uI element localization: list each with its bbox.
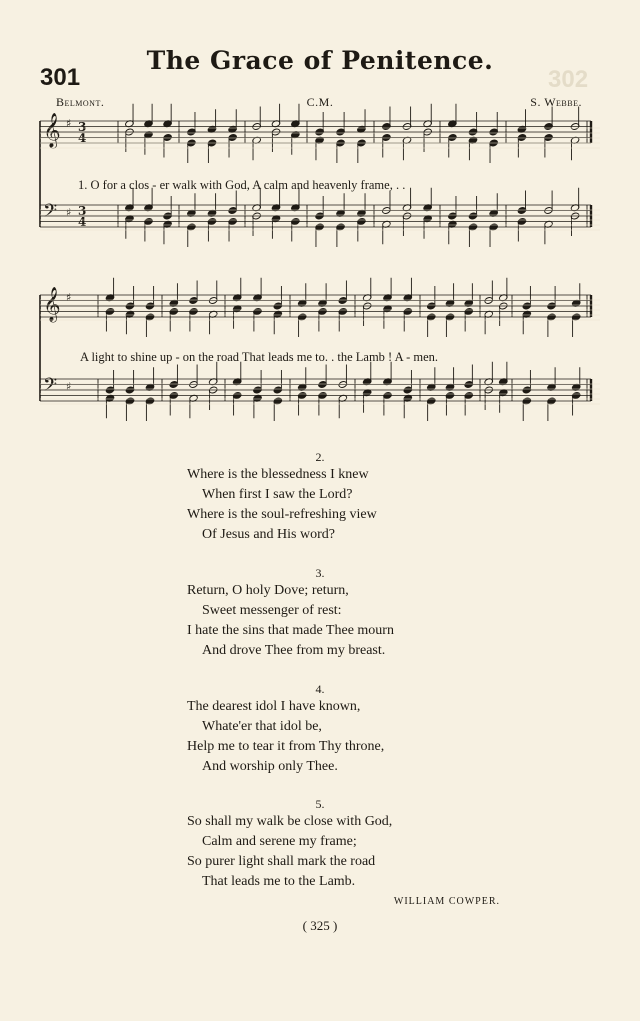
music-notation <box>0 0 640 440</box>
tune-name: Belmont. <box>56 95 105 109</box>
verse-line: Of Jesus and His word? <box>202 527 335 542</box>
lyric-line-2: A light to shine up - on the road That leads me to. . the Lamb ! A - men. <box>80 350 439 364</box>
time-signature: 4 <box>78 215 87 229</box>
stanza-number: 5. <box>315 797 325 811</box>
verse-line: Help me to tear it from Thy throne, <box>187 739 385 754</box>
verse-line: That leads me to the Lamb. <box>202 874 356 889</box>
author: WILLIAM COWPER. <box>393 896 500 907</box>
time-signature: 3 <box>78 120 87 134</box>
verse-line: The dearest idol I have known, <box>187 699 361 714</box>
key-sharp: ♯ <box>66 380 72 393</box>
verse-line: Whate'er that idol be, <box>202 719 322 734</box>
page-number: ( 325 ) <box>302 918 338 933</box>
composer: S. Webbe. <box>530 95 582 109</box>
treble-clef: 𝄞 <box>43 113 61 148</box>
key-sharp: ♯ <box>66 206 72 219</box>
stanza-number: 4. <box>315 682 325 696</box>
verse-line: So purer light shall mark the road <box>187 854 376 869</box>
verse-line: Where is the blessedness I knew <box>187 467 369 482</box>
verse-line: And worship only Thee. <box>202 759 338 774</box>
stanza-number: 3. <box>315 566 325 580</box>
key-sharp: ♯ <box>66 117 72 130</box>
verse-line: Where is the soul-refreshing view <box>187 507 377 522</box>
bass-clef: 𝄢 <box>43 375 58 400</box>
verse-line: Return, O holy Dove; return, <box>187 583 349 598</box>
treble-clef: 𝄞 <box>43 287 61 322</box>
show-through-number: 302 <box>548 66 589 93</box>
lyric-line-1: 1. O for a clos - er walk with God, A calm and heavenly frame, . . <box>78 178 406 192</box>
verse-line: And drove Thee from my breast. <box>202 643 386 658</box>
hymn-title: The Grace of Penitence. <box>146 46 494 75</box>
hymn-number: 301 <box>40 64 81 91</box>
time-signature: 3 <box>78 204 87 218</box>
verse-line: I hate the sins that made Thee mourn <box>187 623 394 638</box>
verse-line: So shall my walk be close with God, <box>187 814 393 829</box>
key-sharp: ♯ <box>66 291 72 304</box>
verse-line: Sweet messenger of rest: <box>202 603 342 618</box>
staff-systems <box>40 104 600 421</box>
verse-line: Calm and serene my frame; <box>202 834 357 849</box>
stanza-number: 2. <box>315 450 325 464</box>
time-signature: 4 <box>78 131 87 145</box>
verse-line: When first I saw the Lord? <box>202 487 353 502</box>
meter: C.M. <box>306 95 334 109</box>
bass-clef: 𝄢 <box>43 201 58 226</box>
